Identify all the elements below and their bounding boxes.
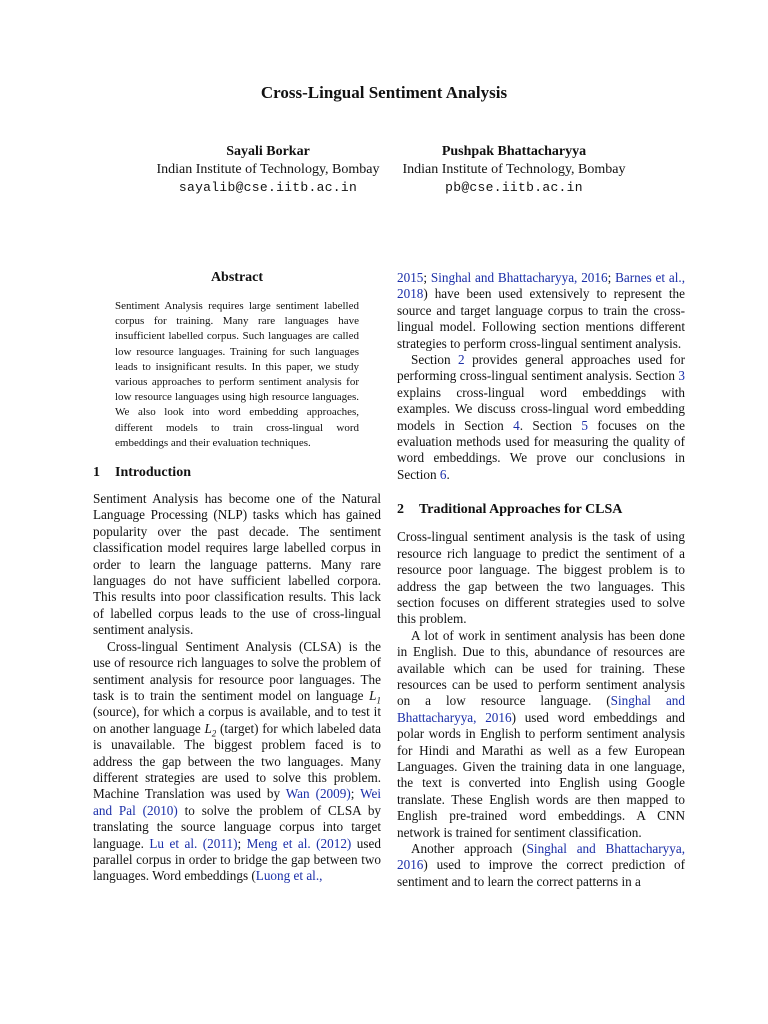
author-affiliation: Indian Institute of Technology, Bombay (156, 162, 380, 177)
section-number: 2 (397, 502, 404, 518)
intro-paragraph-2-continued (397, 270, 685, 352)
text-run: explains cross-lingual word embeddings with examples. We discuss cross-lingual word embedding models in Section (397, 384, 685, 433)
intro-paragraph-2 (93, 639, 381, 885)
math-l1 (369, 687, 381, 706)
text-run: (source), for which a corpus is available, and to test it on another language (93, 704, 381, 736)
sec2-paragraph-2 (397, 628, 685, 841)
section-ref-4[interactable]: 4 (513, 417, 520, 433)
text-run: Cross-lingual Sentiment Analysis (CLSA) is the use of resource rich languages to solve the problem of sentiment analysis for resource poor languages. The task is to train the sentiment model on language (93, 638, 381, 703)
section-title: Traditional Approaches for CLSA (419, 502, 623, 518)
text-run: to solve the problem of CLSA by translating the source language corpus into target language. (93, 802, 382, 851)
text-run: A lot of work in sentiment analysis has been done in English. Due to this, abundance of resources are available which can be used for training. These resources can be used to perform sentiment analysis on a low resource language. ( (397, 627, 685, 709)
intro-paragraph-1: Sentiment Analysis has become one of the Natural Language Processing (NLP) tasks which has gained popularity over the past decade. The sentiment classification model requires large labelled corpus in order to learn the language patterns. Many rare languages do not have sufficient labelled corpora. This results into poor classification results. This lack of labelled corpus leads to the use of cross-lingual sentiment analysis. (93, 491, 381, 638)
citation-link-barnes[interactable]: Barnes et al., 2018 (397, 270, 686, 302)
section-heading-introduction (93, 464, 381, 482)
author-email: pb@cse.iitb.ac.in (445, 180, 583, 195)
author-affiliation: Indian Institute of Technology, Bombay (402, 162, 626, 177)
citation-link-luong-year[interactable]: 2015 (397, 270, 424, 285)
abstract-text: Sentiment Analysis requires large sentiment labelled corpus for training. Many rare languages have insufficient labelled corpus. Such languages are called low resource languages. Training for such languages leads to insignificant results. In this paper, we study various approaches to perform sentiment analysis for low resource languages using high resource languages. We also look into word embedding approaches, different models to train cross-lingual word embeddings and their evaluation techniques. (115, 300, 359, 449)
sec2-paragraph-3 (397, 841, 685, 890)
text-run: (target) for which labeled data is unavailable. The biggest problem faced is to address the gap between the two languages. Many different strategies are used to solve this problem. Machine Translation was used by (93, 720, 381, 802)
math-subscript: 1 (376, 695, 381, 706)
paper-title: Cross-Lingual Sentiment Analysis (260, 83, 508, 102)
section-ref-6[interactable]: 6 (439, 466, 447, 482)
author-block-2 (386, 143, 642, 197)
citation-link-luong[interactable]: Luong et al., (255, 868, 323, 884)
citation-link-wei-pal[interactable]: Wei and Pal (93, 786, 382, 818)
text-run: ; (423, 270, 431, 285)
section-number: 1 (93, 465, 100, 481)
author-name: Sayali Borkar (226, 144, 310, 159)
text-run: . (446, 466, 450, 482)
text-run: Another approach ( (411, 841, 527, 856)
text-run: Section (411, 352, 459, 368)
text-run: used parallel corpus in order to bridge the gap between two languages. Word embeddings ( (93, 835, 381, 884)
citation-link-lu[interactable]: Lu et al. (2011) (149, 835, 238, 851)
left-column (93, 270, 381, 885)
author-email: sayalib@cse.iitb.ac.in (178, 180, 358, 195)
text-run: provides general approaches used for performing cross-lingual sentiment analysis. Section (397, 352, 685, 384)
author-block-1 (130, 143, 406, 197)
author-name: Pushpak Bhattacharyya (441, 144, 587, 159)
text-run: ; (350, 786, 361, 802)
sec2-paragraph-1: Cross-lingual sentiment analysis is the task of using resource rich language to predict the sentiment of a resource poor language. The biggest problem is to address the gap between the two languages. This section focuses on different strategies used to solve this problem. (397, 529, 685, 627)
abstract-heading: Abstract (210, 270, 264, 285)
citation-link-wan[interactable]: Wan (285, 786, 310, 802)
citation-link-meng[interactable]: Meng et al. (2012) (246, 835, 352, 851)
citation-link-singhal[interactable]: Singhal and Bhattacharyya, 2016 (397, 841, 686, 873)
citation-link-singhal[interactable]: Singhal and Bhattacharyya, 2016 (397, 693, 685, 725)
citation-link-wan-year[interactable]: (2009) (315, 786, 351, 802)
math-subscript: 2 (211, 728, 217, 739)
citation-link-singhal[interactable]: Singhal and Bhattacharyya, 2016 (430, 270, 608, 285)
text-run: ) used word embeddings and polar words in English to perform sentiment analysis for Hindi and Marathi as well as a few European Languages. Given the training data in one language, the text is converted into English using Google translate. These English words are then mapped to English pre-trained word embeddings. A CNN network is trained for sentiment classification. (397, 709, 685, 840)
text-run: ; (607, 270, 616, 285)
math-symbol: L (369, 687, 377, 703)
citation-link-wei-pal-year[interactable]: (2010) (142, 802, 178, 818)
section-ref-5[interactable]: 5 (581, 417, 588, 433)
text-run: ) have been used extensively to represent the source and target language corpus to train the cross-lingual model. Following section mentions different strategies to perform cross-lingual sentiment analysis. (397, 286, 685, 351)
right-column (397, 270, 685, 890)
section-title: Introduction (115, 465, 191, 481)
text-run: . Section (519, 417, 582, 433)
text-run: ; (237, 835, 247, 851)
section-ref-3[interactable]: 3 (678, 368, 685, 384)
section-overview-paragraph (397, 352, 685, 483)
math-symbol: L (204, 720, 212, 736)
section-ref-2[interactable]: 2 (458, 352, 465, 368)
section-heading-traditional-approaches (397, 501, 685, 519)
math-l2 (204, 720, 217, 739)
text-run: ) used to improve the correct prediction of sentiment and to learn the correct patterns in a (397, 857, 685, 889)
text-run: focuses on the evaluation methods used for measuring the quality of word embeddings. We prove our conclusions in Section (397, 417, 685, 482)
